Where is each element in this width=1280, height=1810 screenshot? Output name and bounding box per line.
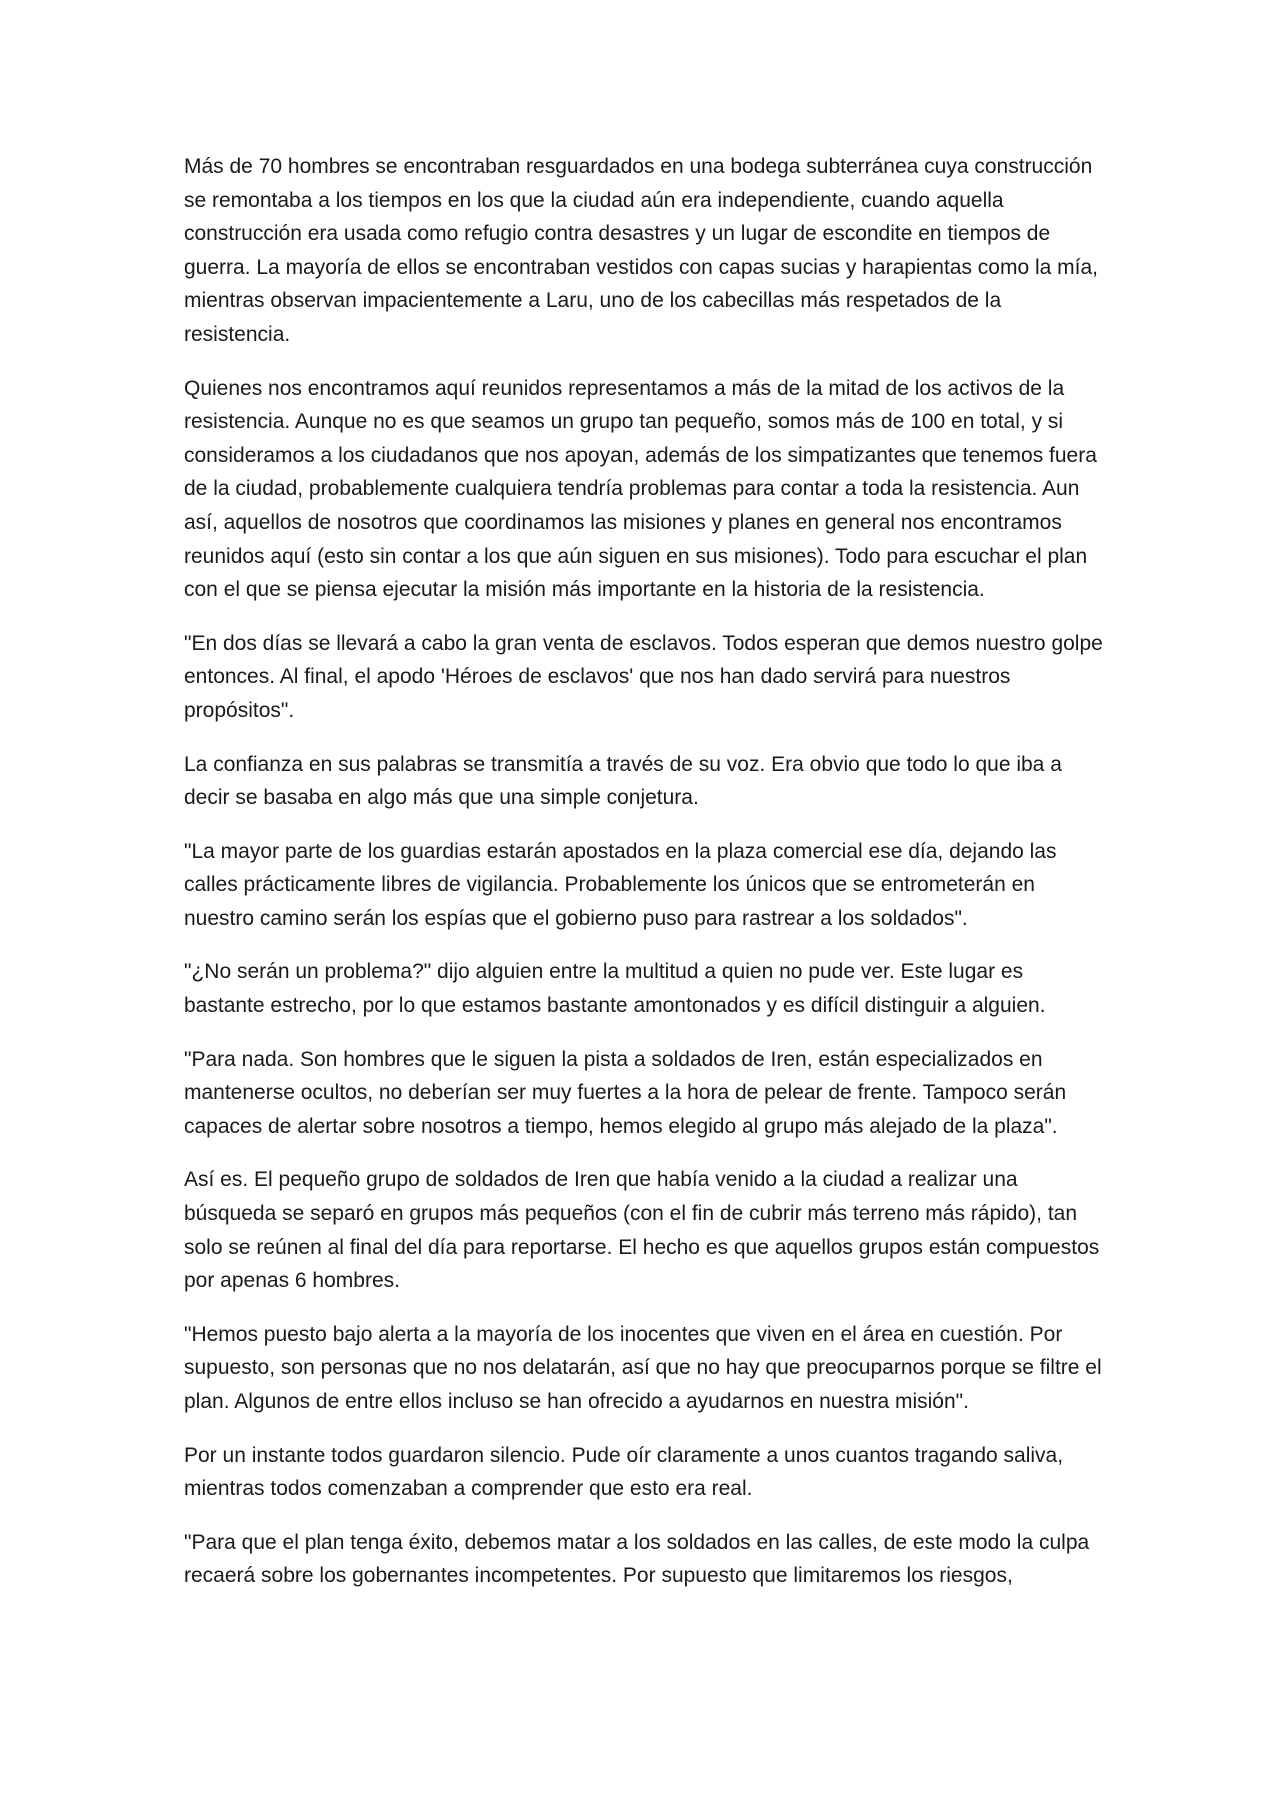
paragraph-1: Más de 70 hombres se encontraban resguardados en una bodega subterránea cuya construcción se remontaba a los tiempos en los que la ciudad aún era independiente, cuando aquella construcción era usada como refugio contra desastres y un lugar de escondite en tiempos de guerra. La mayoría de ellos se encontraban vestidos con capas sucias y harapientas como la mía, mientras observan impacientemente a Laru, uno de los cabecillas más respetados de la resistencia.	[184, 155, 1099, 346]
paragraph-7: "Para nada. Son hombres que le siguen la pista a soldados de Iren, están especializados en mantenerse ocultos, no deberían ser muy fuertes a la hora de pelear de frente. Tampoco serán capaces de alertar sobre nosotros a tiempo, hemos elegido al grupo más alejado de la plaza".	[184, 1047, 1067, 1138]
paragraph-4: La confianza en sus palabras se transmitía a través de su voz. Era obvio que todo lo que iba a decir se basaba en algo más que una simple conjetura.	[184, 752, 1062, 810]
document-page	[184, 150, 1104, 1613]
paragraph-9: "Hemos puesto bajo alerta a la mayoría de los inocentes que viven en el área en cuestión. Por supuesto, son personas que no nos delatarán, así que no hay que preocuparnos porque se filtre el plan. Algunos de entre ellos incluso se han ofrecido a ayudarnos en nuestra misión".	[184, 1322, 1102, 1413]
paragraph-8: Así es. El pequeño grupo de soldados de Iren que había venido a la ciudad a realizar una búsqueda se separó en grupos más pequeños (con el fin de cubrir más terreno más rápido), tan solo se reúnen al final del día para reportarse. El hecho es que aquellos grupos están compuestos por apenas 6 hombres.	[184, 1168, 1100, 1293]
paragraph-6: "¿No serán un problema?" dijo alguien entre la multitud a quien no pude ver. Este lugar es bastante estrecho, por lo que estamos bastante amontonados y es difícil distinguir a alguien.	[184, 960, 1046, 1018]
paragraph-10: Por un instante todos guardaron silencio. Pude oír claramente a unos cuantos tragando saliva, mientras todos comenzaban a comprender que esto era real.	[184, 1443, 1064, 1501]
paragraph-2: Quienes nos encontramos aquí reunidos representamos a más de la mitad de los activos de la resistencia. Aunque no es que seamos un grupo tan pequeño, somos más de 100 en total, y si consideramos a los ciudadanos que nos apoyan, además de los simpatizantes que tenemos fuera de la ciudad, probablemente cualquiera tendría problemas para contar a toda la resistencia. Aun así, aquellos de nosotros que coordinamos las misiones y planes en general nos encontramos reunidos aquí (esto sin contar a los que aún siguen en sus misiones). Todo para escuchar el plan con el que se piensa ejecutar la misión más importante en la historia de la resistencia.	[184, 376, 1097, 602]
paragraph-5: "La mayor parte de los guardias estarán apostados en la plaza comercial ese día, dejando las calles prácticamente libres de vigilancia. Probablemente los únicos que se entrometerán en nuestro camino serán los espías que el gobierno puso para rastrear a los soldados".	[184, 839, 1057, 930]
paragraph-3: "En dos días se llevará a cabo la gran venta de esclavos. Todos esperan que demos nuestro golpe entonces. Al final, el apodo 'Héroes de esclavos' que nos han dado servirá para nuestros propósitos".	[184, 631, 1103, 722]
paragraph-11: "Para que el plan tenga éxito, debemos matar a los soldados en las calles, de este modo la culpa recaerá sobre los gobernantes incompetentes. Por supuesto que limitaremos los riesgos,	[184, 1530, 1090, 1588]
